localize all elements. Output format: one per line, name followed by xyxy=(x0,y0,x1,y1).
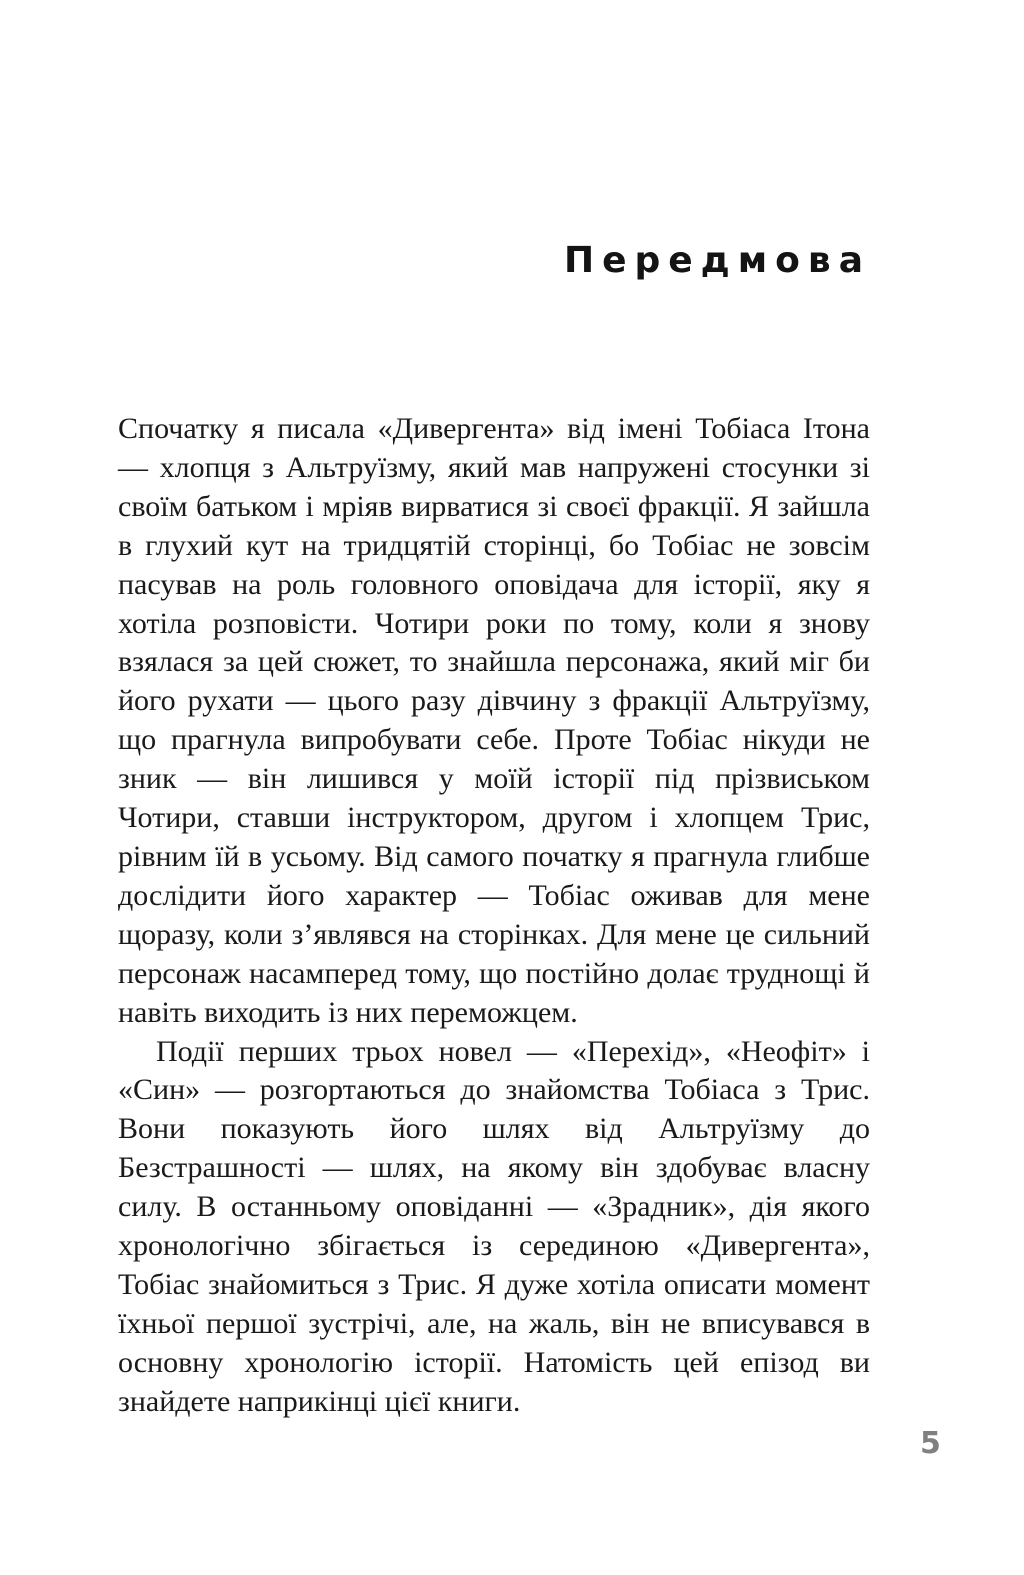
paragraph-1: Спочатку я писала «Дивергента» від імені Тобіаса Ітона — хлопця з Альтруїзму, який мав напружені стосунки зі своїм батьком і мріяв вирватися зі своєї фракції. Я зайшла в глухий кут на тридцятій сторінці, бо Тобіас не зовсім пасував на роль головного оповідача для історії, яку я хотіла розповісти. Чотири роки по тому, коли я знову взялася за цей сюжет, то знайшла персонажа, який міг би його рухати — цього разу дівчину з фракції Альтруїзму, що прагнула випробувати себе. Проте Тобіас нікуди не зник — він лишився у моїй історії під прізвиськом Чотири, ставши інструктором, другом і хлопцем Трис, рівним їй в усьому. Від самого початку я прагнула глибше дослідити його характер — Тобіас оживав для мене щоразу, коли з’являвся на сторінках. Для мене це сильний персонаж насамперед тому, що постійно долає труднощі й навіть виходить із них переможцем. xyxy=(118,412,870,1029)
page-number: 5 xyxy=(920,1426,941,1461)
paragraph-2: Події перших трьох новел — «Перехід», «Неофіт» і «Син» — розгортаються до знайомства Тобіаса з Трис. Вони показують його шлях від Альтруїзму до Безстрашності — шлях, на якому він здобуває власну силу. В останньому оповіданні — «Зрадник», дія якого хронологічно збігається із серединою «Дивергента», Тобіас знайомиться з Трис. Я дуже хотіла описати момент їхньої першої зустрічі, але, на жаль, він не вписувався в основну хронологію історії. Натомість цей епізод ви знайдете наприкінці цієї книги. xyxy=(118,1034,870,1418)
chapter-title: Передмова xyxy=(563,240,871,281)
body-text xyxy=(118,410,870,1422)
